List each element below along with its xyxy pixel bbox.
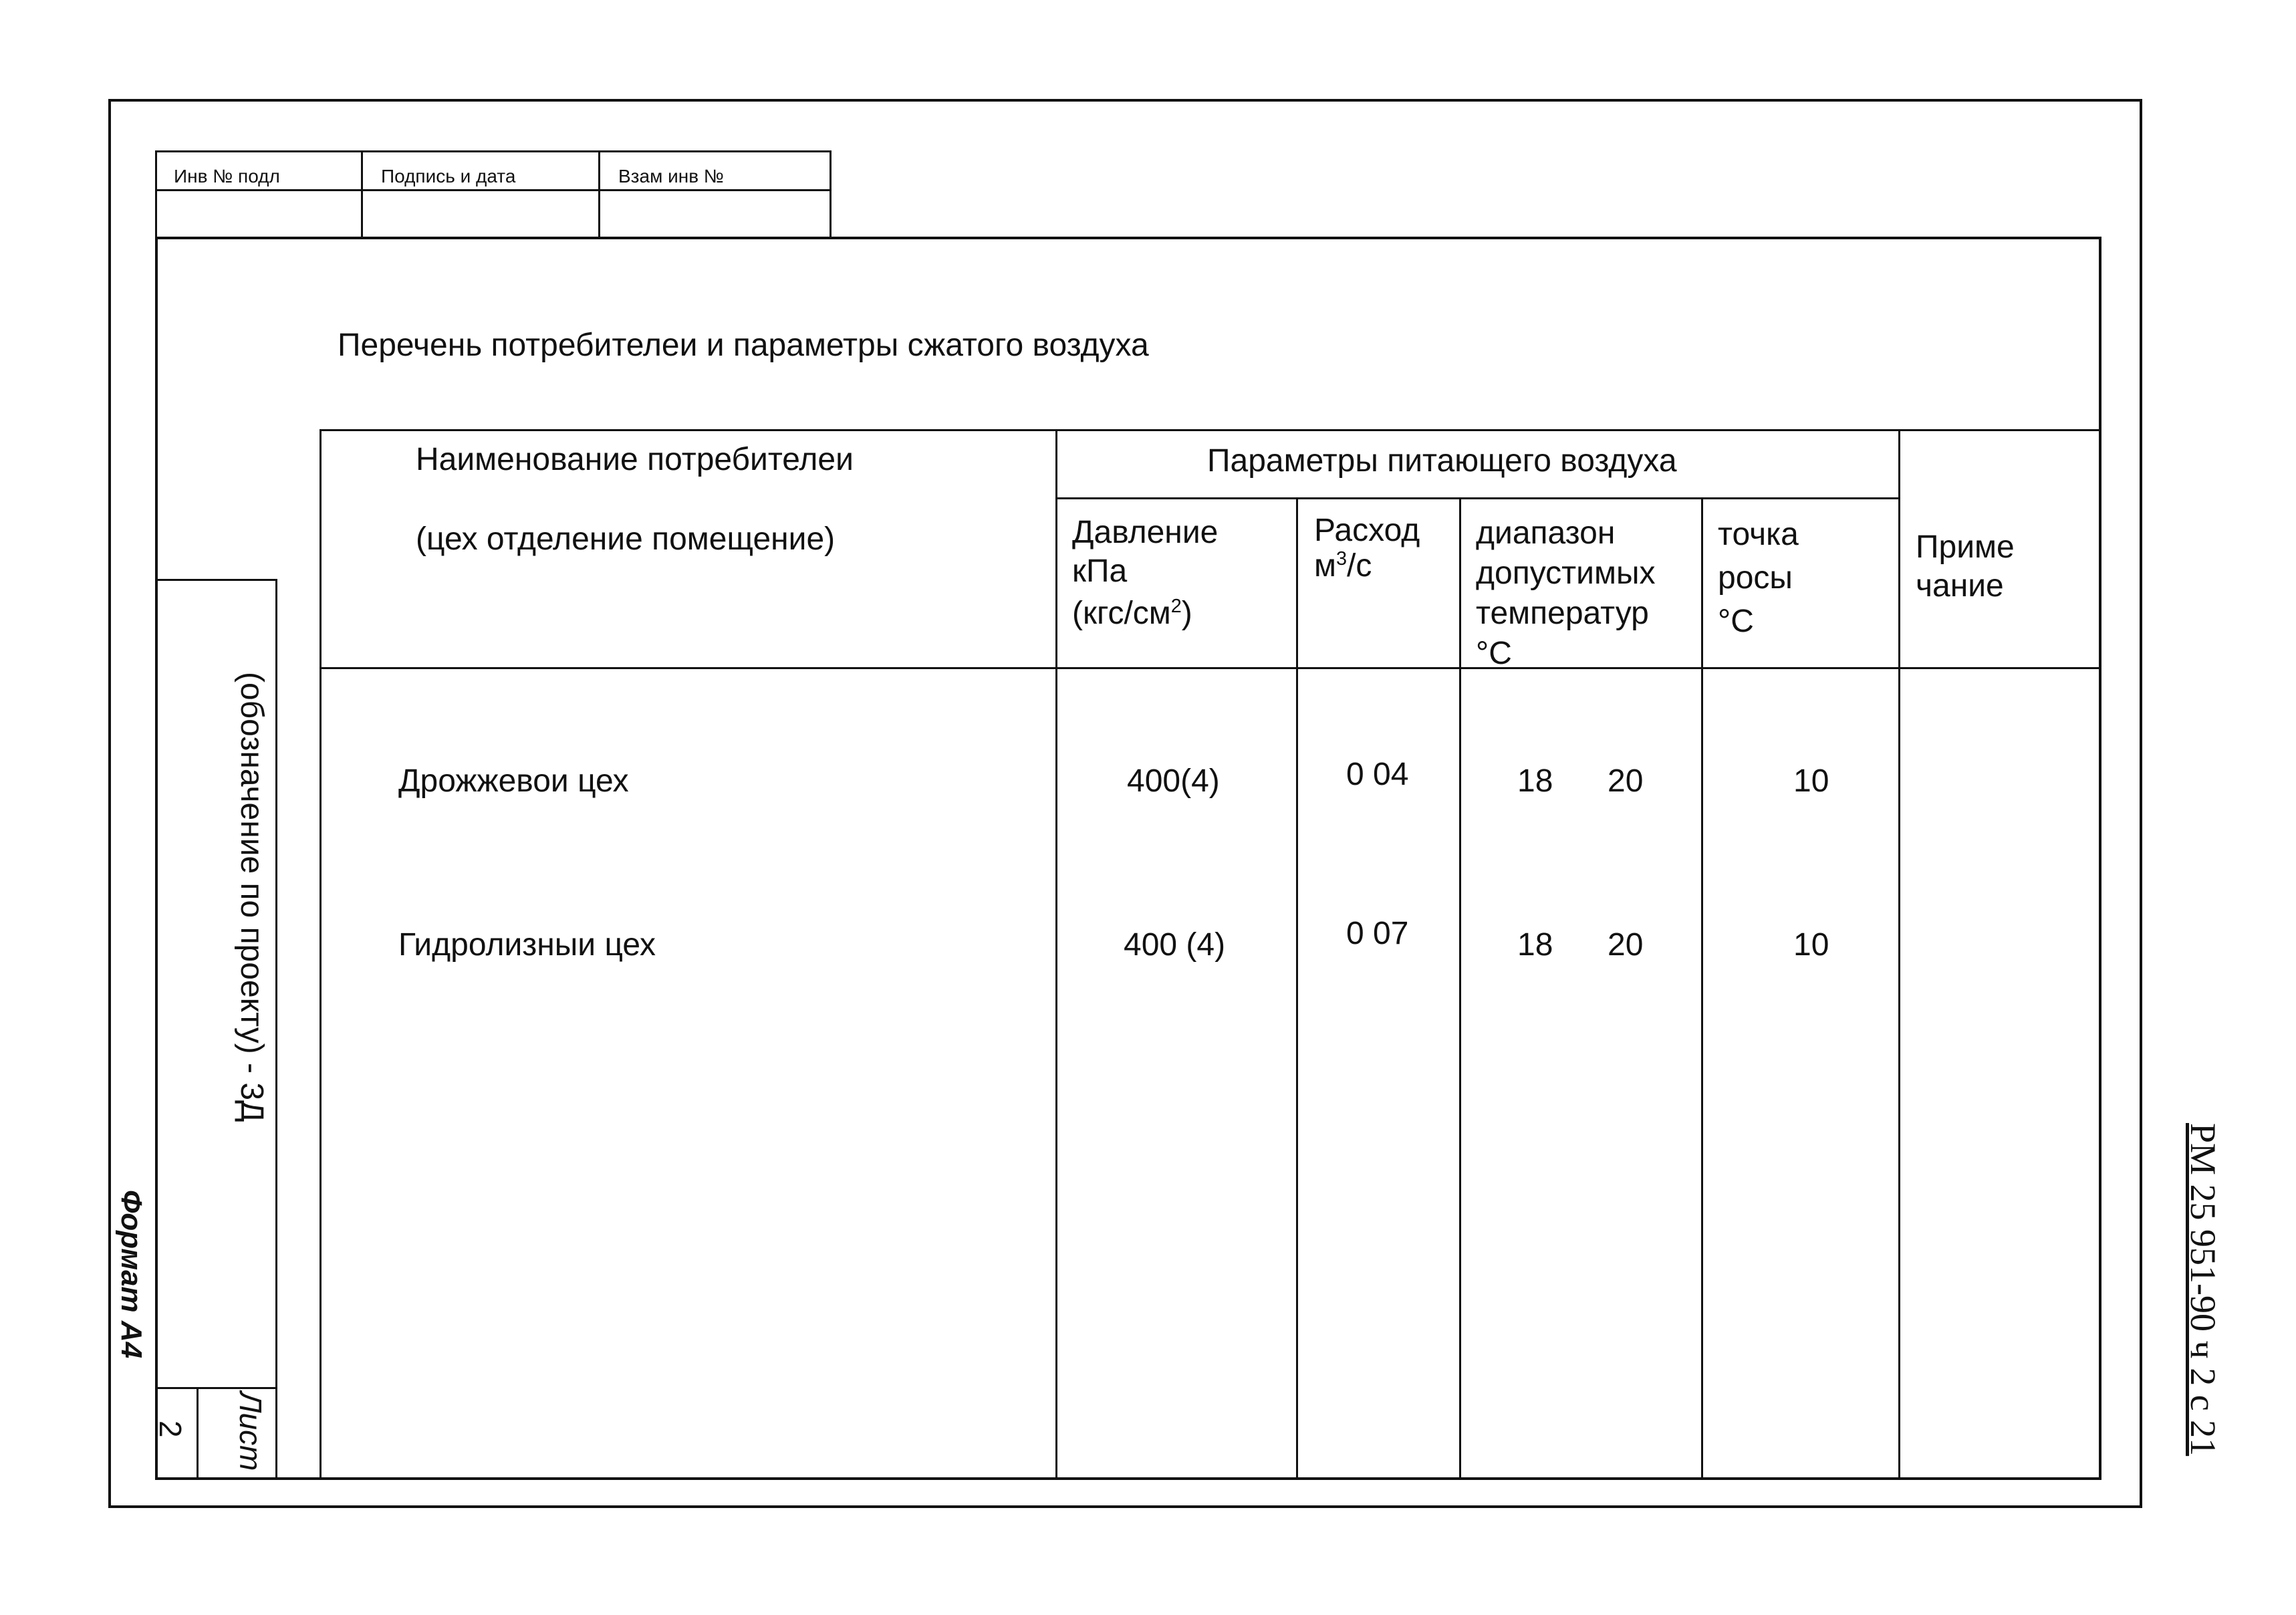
col-pressure-l2: кПа bbox=[1072, 553, 1128, 589]
col-temp-l3: температур bbox=[1476, 596, 1649, 631]
row-dew: 10 bbox=[1793, 927, 1829, 963]
col-dew-l2: росы bbox=[1718, 560, 1793, 596]
col-note-header bbox=[1916, 528, 2015, 605]
col-name-line1: Наименование потребителеи bbox=[416, 442, 854, 477]
col-temp-header bbox=[1476, 513, 1655, 674]
col-pressure-unit: (кгс/см bbox=[1072, 596, 1171, 632]
col-flow-exp: 3 bbox=[1336, 547, 1348, 570]
row-name: Дрожжевои цех bbox=[398, 763, 629, 799]
stamp-inv-podl: Инв № подл bbox=[174, 166, 280, 187]
col-pressure-l3 bbox=[1072, 594, 1218, 633]
row-dew: 10 bbox=[1793, 763, 1829, 799]
row-flow: 0 04 bbox=[1346, 757, 1409, 792]
col-pressure-close: ) bbox=[1181, 596, 1192, 632]
col-note-l2: чание bbox=[1916, 568, 2004, 604]
row-tmin: 18 bbox=[1517, 763, 1553, 799]
col-flow-l1: Расход bbox=[1314, 513, 1420, 548]
designation-label: (обозначение по проекту) - 3Д bbox=[234, 672, 269, 1122]
col-pressure-l1: Давление bbox=[1072, 515, 1219, 550]
col-temp-l2: допустимых bbox=[1476, 555, 1656, 591]
group-header: Параметры питающего воздуха bbox=[1207, 443, 1677, 479]
col-temp-l4: °С bbox=[1476, 636, 1512, 671]
col-pressure-exp: 2 bbox=[1170, 596, 1182, 618]
col-pressure-header bbox=[1072, 513, 1218, 633]
col-flow-unit: м bbox=[1314, 547, 1336, 584]
stamp-vzam-inv: Взам инв № bbox=[618, 166, 724, 187]
col-flow-header bbox=[1314, 513, 1420, 584]
row-pressure: 400 (4) bbox=[1124, 927, 1226, 963]
col-name-line2: (цех отделение помещение) bbox=[416, 521, 836, 557]
row-name: Гидролизныи цех bbox=[398, 927, 656, 963]
col-temp-l1: диапазон bbox=[1476, 515, 1616, 551]
row-tmax: 20 bbox=[1608, 927, 1644, 963]
col-flow-l2 bbox=[1314, 549, 1420, 584]
stamp-podpis-data: Подпись и дата bbox=[381, 166, 516, 187]
list-label: Лист bbox=[233, 1392, 268, 1471]
row-tmin: 18 bbox=[1517, 927, 1553, 963]
row-pressure: 400(4) bbox=[1127, 763, 1220, 799]
col-dew-header bbox=[1718, 513, 1799, 643]
margin-code: РМ 25 951-90 ч 2 с 21 bbox=[2183, 1123, 2223, 1457]
col-note-l1: Приме bbox=[1916, 529, 2015, 565]
col-dew-l1: точка bbox=[1718, 517, 1799, 552]
format-label: Формат А4 bbox=[115, 1190, 148, 1359]
row-tmax: 20 bbox=[1608, 763, 1644, 799]
row-flow: 0 07 bbox=[1346, 916, 1409, 951]
col-dew-l3: °С bbox=[1718, 603, 1754, 639]
col-flow-per: /с bbox=[1347, 547, 1372, 584]
page-title: Перечень потребителеи и параметры сжатого воздуха bbox=[338, 328, 1149, 363]
list-number: 2 bbox=[153, 1420, 188, 1438]
